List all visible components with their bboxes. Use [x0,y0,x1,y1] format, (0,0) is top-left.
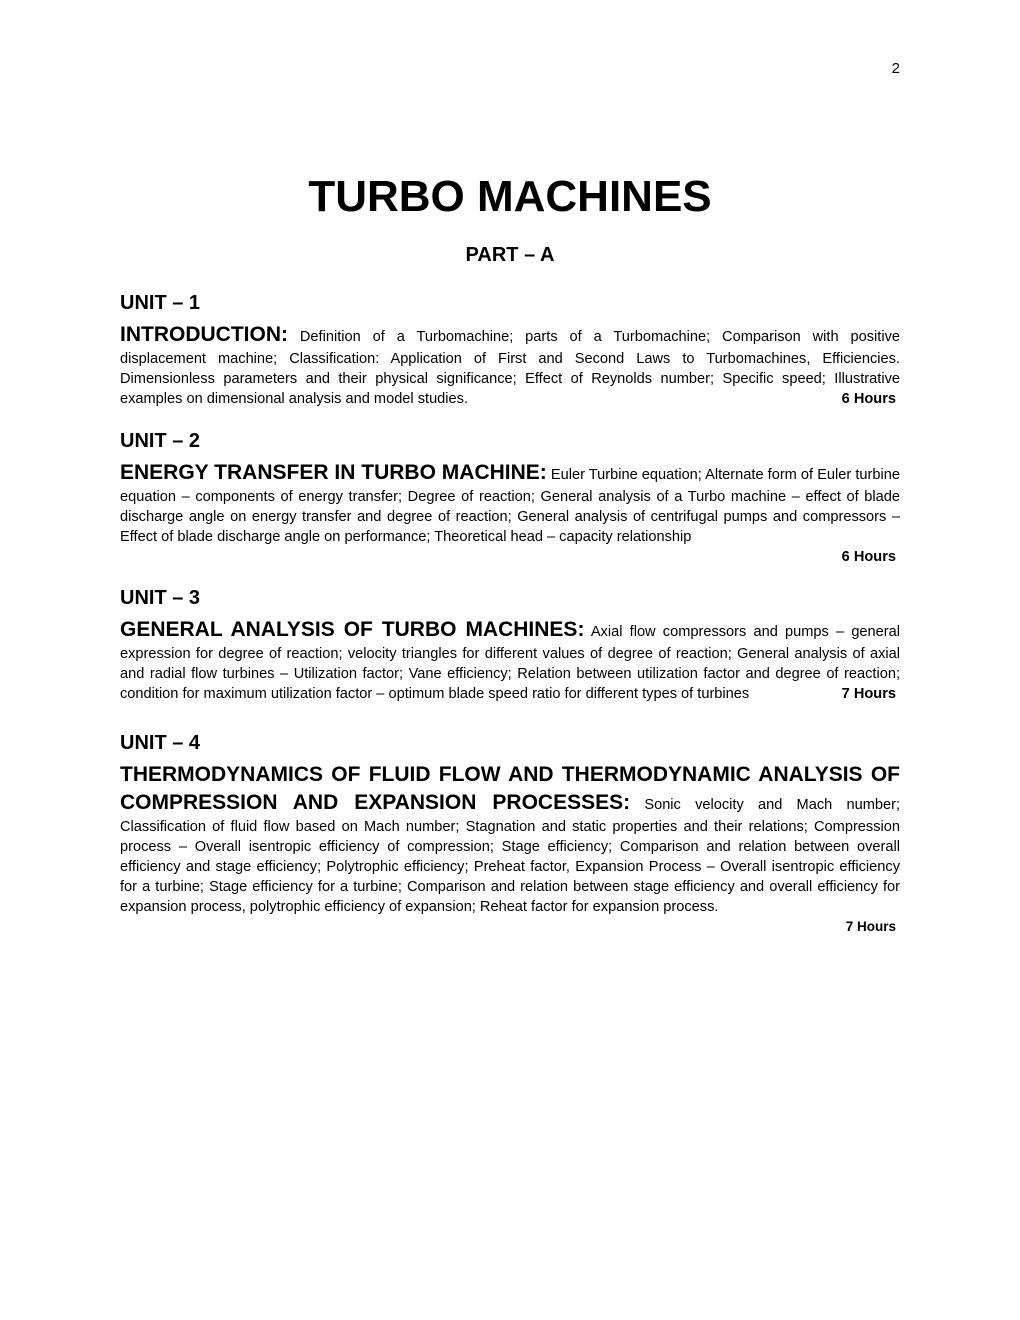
page-number: 2 [891,60,900,77]
part-title: PART – A [465,244,555,266]
unit-topic: ENERGY TRANSFER IN TURBO MACHINE: [120,461,547,484]
unit-text: Axial flow compressors and pumps – general expression for degree of reaction; velocity triangles for different values of degree of reaction; General analysis of axial and radial flow turbines – Utilization factor; Vane efficiency; Relation between utilization factor and degree of reaction; condition for maximum utilization factor – optimum blade speed ratio for different types of turbines [120,624,900,702]
unit-3-section [120,587,900,704]
unit-text: Euler Turbine equation; Alternate form of Euler turbine equation – components of energy transfer; Degree of reaction; General analysis of a Turbo machine – effect of blade discharge angle on energy transfer and degree of reaction; General analysis of centrifugal pumps and compressors – Effect of blade discharge angle on performance; Theoretical head – capacity relationship [120,467,900,545]
unit-text: Sonic velocity and Mach number; Classification of fluid flow based on Mach number; Stagnation and static properties and their relations; Compression process – Overall isentropic efficiency of compression; Stage efficiency; Comparison and relation between overall efficiency and stage efficiency; Polytrophic efficiency; Preheat factor, Expansion Process – Overall isentropic efficiency for a turbine; Stage efficiency for a turbine; Comparison and relation between stage efficiency and overall efficiency for expansion process, polytrophic efficiency of expansion; Reheat factor for expansion process. [120,797,900,915]
unit-1-section [120,292,900,409]
unit-topic: INTRODUCTION: [120,323,288,346]
unit-4-section [120,732,900,937]
document-title: TURBO MACHINES [308,172,712,221]
unit-hours: 6 Hours [841,549,896,565]
unit-description [120,321,900,409]
unit-text: Definition of a Turbomachine; parts of a Turbomachine; Comparison with positive displacement machine; Classification: Application of First and Second Laws to Turbomachines, Efficiencies. Dimensionless parameters and their physical significance; Effect of Reynolds number; Specific speed; Illustrative examples on dimensional analysis and model studies. [120,329,900,407]
unit-2-section [120,430,900,567]
unit-topic: GENERAL ANALYSIS OF TURBO MACHINES: [120,618,585,641]
unit-heading: UNIT – 1 [120,292,201,314]
unit-topic: THERMODYNAMICS OF FLUID FLOW AND THERMODYNAMIC ANALYSIS OF COMPRESSION AND EXPANSION PROCESSES: [120,763,900,814]
unit-heading: UNIT – 2 [120,430,201,452]
unit-description [120,459,900,547]
unit-hours: 7 Hours [841,686,896,702]
unit-heading: UNIT – 3 [120,587,201,609]
unit-description [120,761,900,917]
unit-hours: 6 Hours [841,391,896,407]
unit-heading: UNIT – 4 [120,732,201,754]
unit-description [120,616,900,704]
unit-hours: 7 Hours [845,919,896,934]
